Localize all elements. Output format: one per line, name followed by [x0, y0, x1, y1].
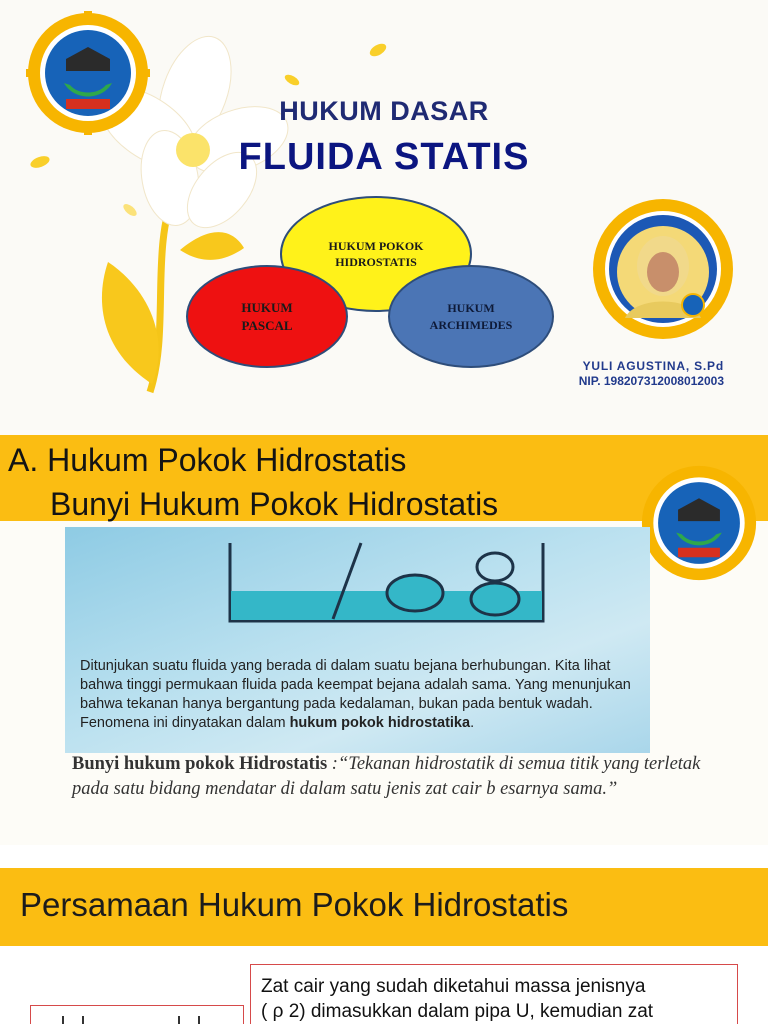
- title-big: FLUIDA STATIS: [238, 136, 530, 178]
- section-subheading: Bunyi Hukum Pokok Hidrostatis: [50, 486, 499, 522]
- explanation-textbox: [250, 964, 738, 1024]
- author-name: YULI AGUSTINA, S.Pd: [582, 359, 724, 373]
- caption-end: .: [470, 715, 475, 731]
- concept-hukum-pascal: [186, 265, 348, 368]
- caption-text: Ditunjukan suatu fluida yang berada di dalam suatu bejana berhubungan. Kita lihat bahwa tinggi permukaan fluida pada keempat bejana adalah sama. Yang menunjukan bahwa tekanan hanya bergantung pada kedalaman, bukan pada bentuk wadah. Fenomena ini dinyatakan dalam: [80, 658, 631, 731]
- explanation-line-2: ( ρ 2) dimasukkan dalam pipa U, kemudian zat: [261, 1001, 654, 1022]
- u-tube-figure: [30, 1005, 244, 1024]
- school-logo: [640, 464, 758, 582]
- explanation-line-1: Zat cair yang sudah diketahui massa jenisnya: [261, 976, 646, 997]
- title-small: HUKUM DASAR: [279, 96, 489, 126]
- u-tube-lines: [31, 1006, 245, 1024]
- hidrostatis-slide: [0, 430, 768, 845]
- concept-hukum-archimedes: [388, 265, 554, 368]
- communicating-vessels-figure: [65, 527, 650, 753]
- law-statement: [72, 752, 722, 802]
- concept-label: HUKUM POKOK HIDROSTATIS: [328, 238, 424, 269]
- vessels-diagram: [65, 527, 650, 655]
- law-statement-text: :“Tekanan hidrostatik di semua titik yang terletak pada satu bidang mendatar di dalam satu jenis zat cair b esarnya sama.”: [72, 754, 701, 799]
- concept-label: HUKUM PASCAL: [241, 299, 293, 333]
- concept-label: HUKUM ARCHIMEDES: [429, 301, 513, 332]
- title-slide: [0, 0, 768, 430]
- figure-caption: [80, 657, 640, 733]
- author-nip: NIP. 198207312008012003: [578, 374, 724, 388]
- author-photo: [590, 196, 736, 342]
- section-heading: A. Hukum Pokok Hidrostatis: [8, 442, 407, 478]
- law-statement-lead: Bunyi hukum pokok Hidrostatis: [72, 754, 328, 774]
- persamaan-slide: [0, 845, 768, 1024]
- caption-bold: hukum pokok hidrostatika: [289, 715, 471, 731]
- section-heading: Persamaan Hukum Pokok Hidrostatis: [20, 886, 569, 923]
